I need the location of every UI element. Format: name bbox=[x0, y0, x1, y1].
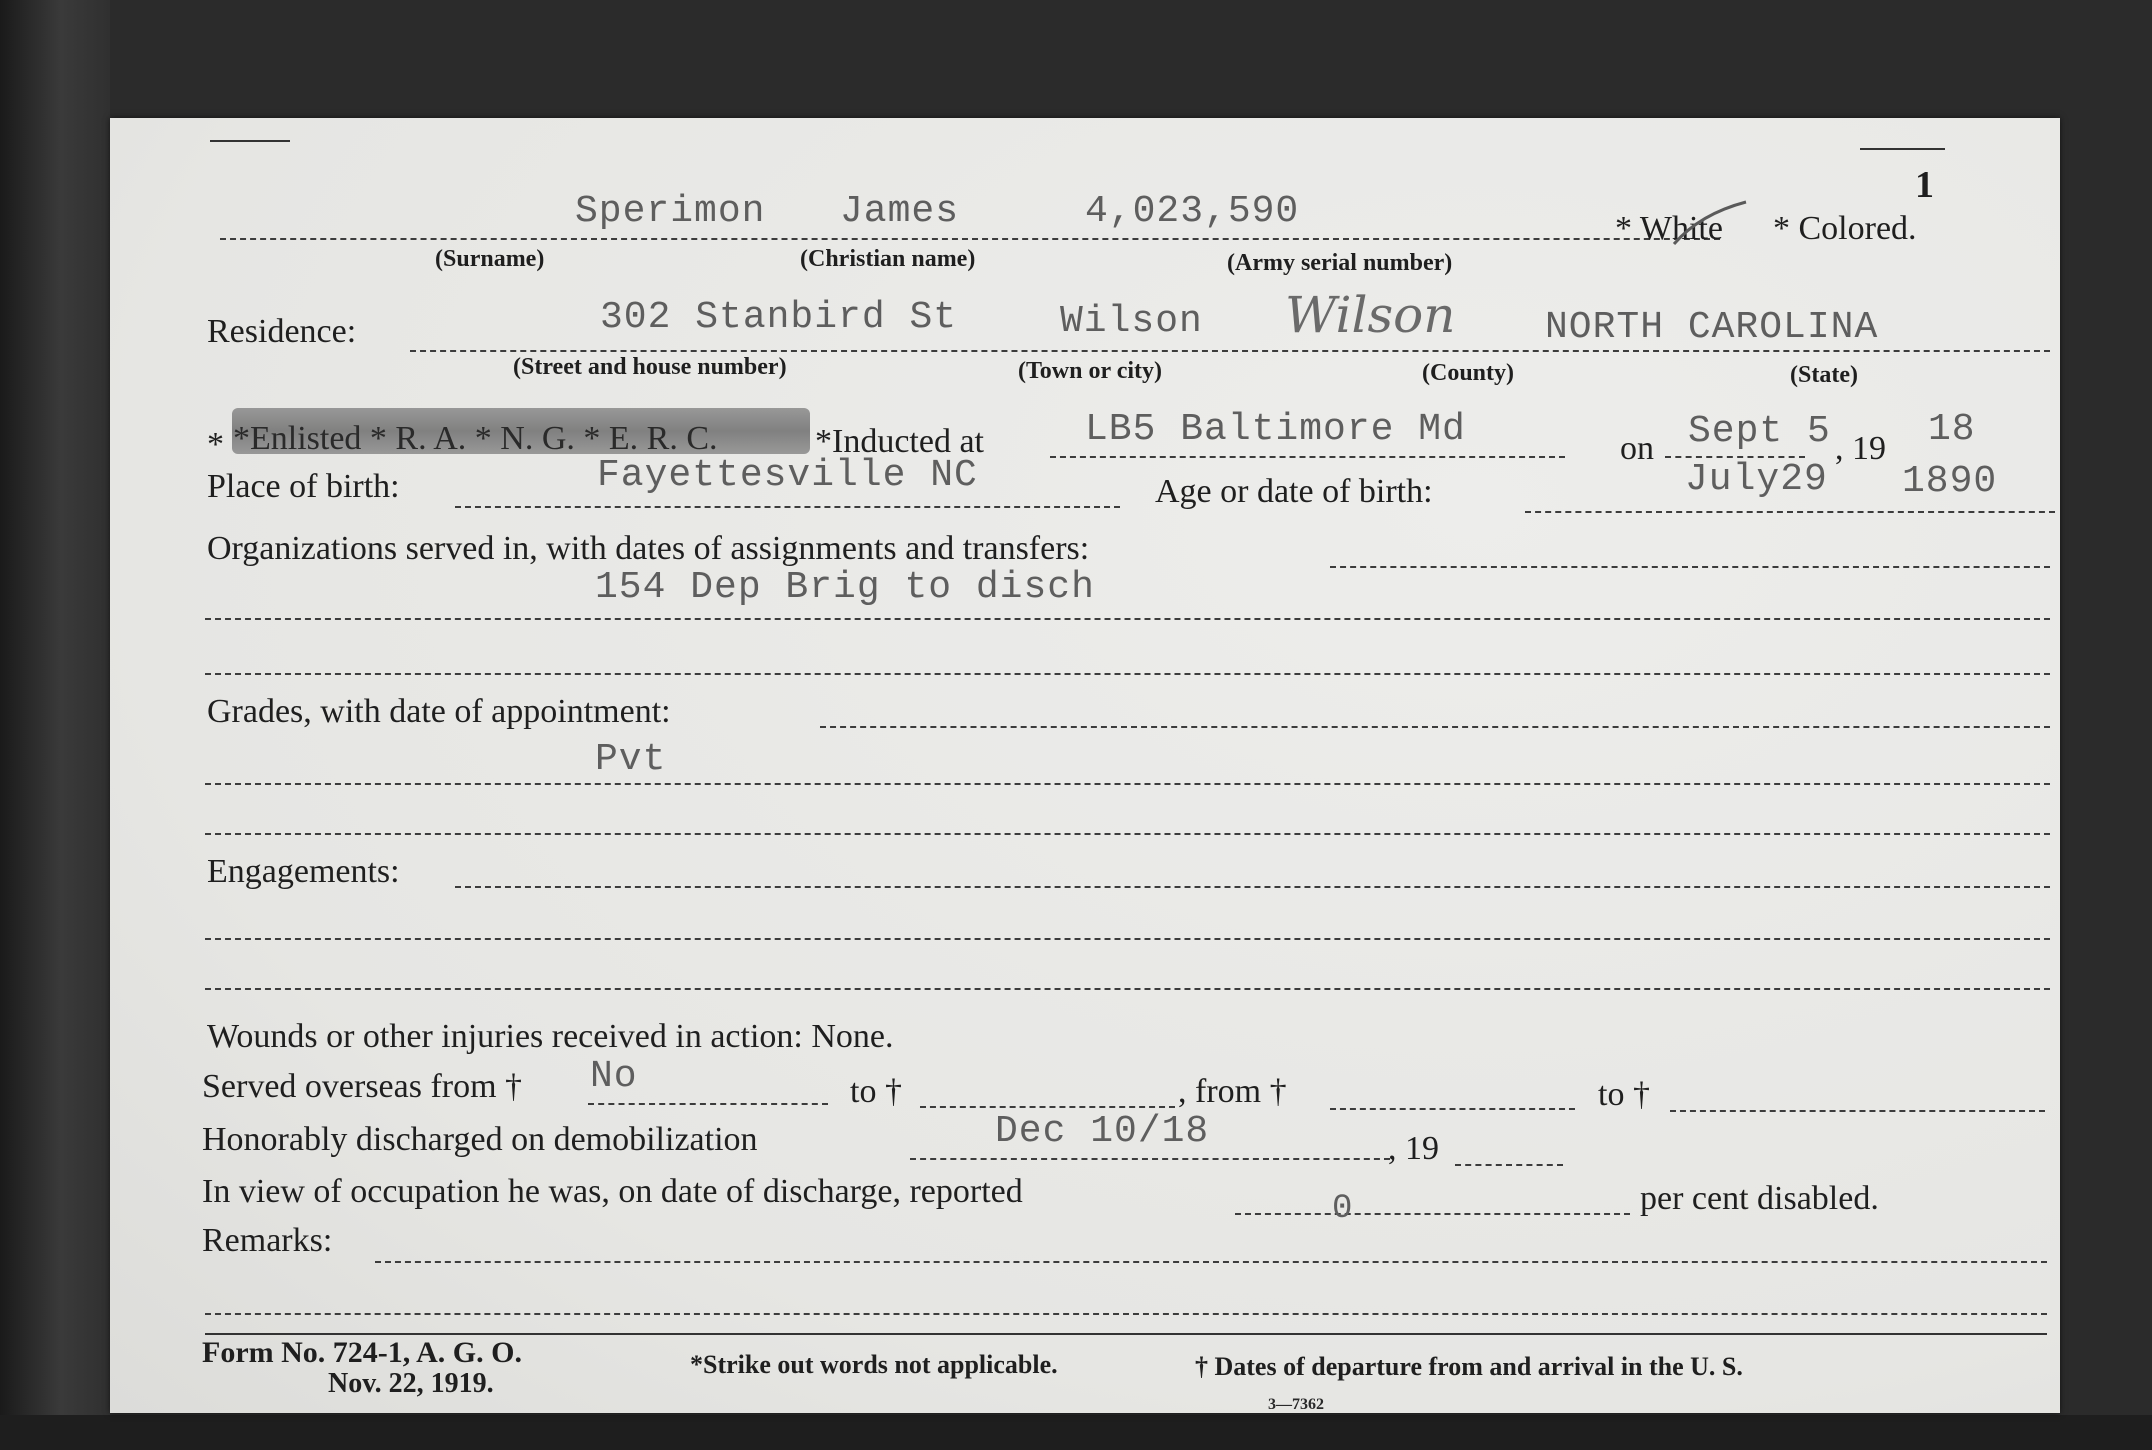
inducted-year-prefix: , 19 bbox=[1835, 430, 1886, 467]
date-of-birth-line bbox=[1525, 511, 2055, 513]
induction-star: * bbox=[207, 426, 224, 463]
inducted-year-value: 18 bbox=[1928, 408, 1976, 451]
overseas-to2-label: to † bbox=[1598, 1076, 1650, 1113]
form-date: Nov. 22, 1919. bbox=[328, 1368, 494, 1399]
footer-rule bbox=[205, 1333, 2047, 1335]
service-record-card bbox=[110, 118, 2060, 1413]
organizations-line-2 bbox=[205, 618, 2050, 620]
grades-label: Grades, with date of appointment: bbox=[207, 693, 671, 730]
overseas-to-label: to † bbox=[850, 1073, 902, 1110]
inducted-place-value: LB5 Baltimore Md bbox=[1085, 408, 1466, 451]
overseas-from2-label: , from † bbox=[1178, 1073, 1287, 1110]
organizations-line-3 bbox=[205, 673, 2050, 675]
organizations-line-1 bbox=[1330, 566, 2050, 568]
year-of-birth-value: 1890 bbox=[1902, 460, 1998, 503]
place-of-birth-value: Fayettesville NC bbox=[597, 454, 978, 497]
white-label: * White bbox=[1615, 210, 1723, 247]
remarks-line-2 bbox=[205, 1313, 2047, 1315]
engagements-line-2 bbox=[205, 938, 2050, 940]
grades-line-1 bbox=[820, 726, 2050, 728]
engagements-label: Engagements: bbox=[207, 853, 400, 890]
top-left-rule bbox=[210, 140, 290, 142]
overseas-to-line bbox=[920, 1106, 1175, 1108]
residence-street-value: 302 Stanbird St bbox=[600, 296, 958, 339]
surname-caption: (Surname) bbox=[435, 246, 545, 272]
overseas-from2-line bbox=[1330, 1108, 1575, 1110]
inducted-date-value: Sept 5 bbox=[1688, 410, 1831, 453]
organizations-label: Organizations served in, with dates of assignments and transfers: bbox=[207, 530, 1090, 567]
overseas-from-line bbox=[588, 1103, 828, 1105]
disability-label: In view of occupation he was, on date of discharge, reported bbox=[202, 1173, 1023, 1210]
scan-edge-bottom bbox=[0, 1415, 2152, 1450]
discharge-date-value: Dec 10/18 bbox=[995, 1110, 1210, 1153]
colored-label: * Colored. bbox=[1773, 210, 1917, 247]
enlisted-options-struck: *Enlisted * R. A. * N. G. * E. R. C. bbox=[233, 420, 718, 457]
disability-value: 0 bbox=[1332, 1190, 1354, 1228]
county-caption: (County) bbox=[1422, 360, 1515, 386]
engagements-line-1 bbox=[455, 886, 2050, 888]
grades-line-2 bbox=[205, 783, 2050, 785]
organizations-value: 154 Dep Brig to disch bbox=[595, 566, 1095, 609]
remarks-label: Remarks: bbox=[202, 1222, 333, 1259]
residence-state-value: NORTH CAROLINA bbox=[1545, 306, 1879, 349]
name-line bbox=[220, 238, 1720, 240]
residence-town-value: Wilson bbox=[1060, 300, 1203, 343]
residence-line bbox=[410, 350, 2050, 352]
strike-out-note: *Strike out words not applicable. bbox=[690, 1350, 1058, 1379]
dates-note: † Dates of departure from and arrival in the U. S. bbox=[1195, 1352, 1743, 1381]
inducted-place-line bbox=[1050, 456, 1565, 458]
serial-number-caption: (Army serial number) bbox=[1227, 250, 1453, 276]
overseas-from-label: Served overseas from † bbox=[202, 1068, 523, 1105]
town-caption: (Town or city) bbox=[1018, 358, 1162, 384]
surname-value: Sperimon bbox=[575, 190, 766, 233]
christian-name-value: James bbox=[840, 190, 960, 233]
discharge-label: Honorably discharged on demobilization bbox=[202, 1121, 758, 1158]
serial-number-value: 4,023,590 bbox=[1085, 190, 1300, 233]
disability-line bbox=[1235, 1213, 1630, 1215]
street-caption: (Street and house number) bbox=[513, 354, 787, 380]
top-right-rule bbox=[1860, 148, 1945, 150]
grades-value: Pvt bbox=[595, 738, 667, 781]
inducted-at-label: *Inducted at bbox=[815, 423, 984, 460]
place-of-birth-label: Place of birth: bbox=[207, 468, 400, 505]
discharge-date-line bbox=[910, 1158, 1390, 1160]
discharge-year-line bbox=[1455, 1164, 1563, 1166]
form-number: Form No. 724-1, A. G. O. bbox=[202, 1336, 522, 1369]
overseas-from-value: No bbox=[590, 1055, 638, 1098]
on-label: on bbox=[1620, 430, 1654, 467]
scan-edge-left bbox=[0, 0, 110, 1450]
residence-label: Residence: bbox=[207, 313, 357, 350]
christian-name-caption: (Christian name) bbox=[800, 246, 976, 272]
place-of-birth-line bbox=[455, 506, 1120, 508]
engagements-line-3 bbox=[205, 988, 2050, 990]
grades-line-3 bbox=[205, 833, 2050, 835]
remarks-line-1 bbox=[375, 1261, 2047, 1263]
print-code: 3—7362 bbox=[1268, 1396, 1324, 1413]
discharge-year-prefix: , 19 bbox=[1388, 1130, 1439, 1167]
card-number: 1 bbox=[1915, 164, 1934, 206]
date-of-birth-value: July29 bbox=[1685, 458, 1828, 501]
white-strikeout-mark bbox=[1670, 194, 1750, 254]
residence-county-handwritten: Wilson bbox=[1285, 286, 1456, 344]
overseas-to2-line bbox=[1670, 1110, 2045, 1112]
date-of-birth-label: Age or date of birth: bbox=[1155, 473, 1433, 510]
wounds-label: Wounds or other injuries received in action: None. bbox=[207, 1018, 894, 1055]
state-caption: (State) bbox=[1790, 362, 1858, 388]
disability-suffix: per cent disabled. bbox=[1640, 1180, 1879, 1217]
